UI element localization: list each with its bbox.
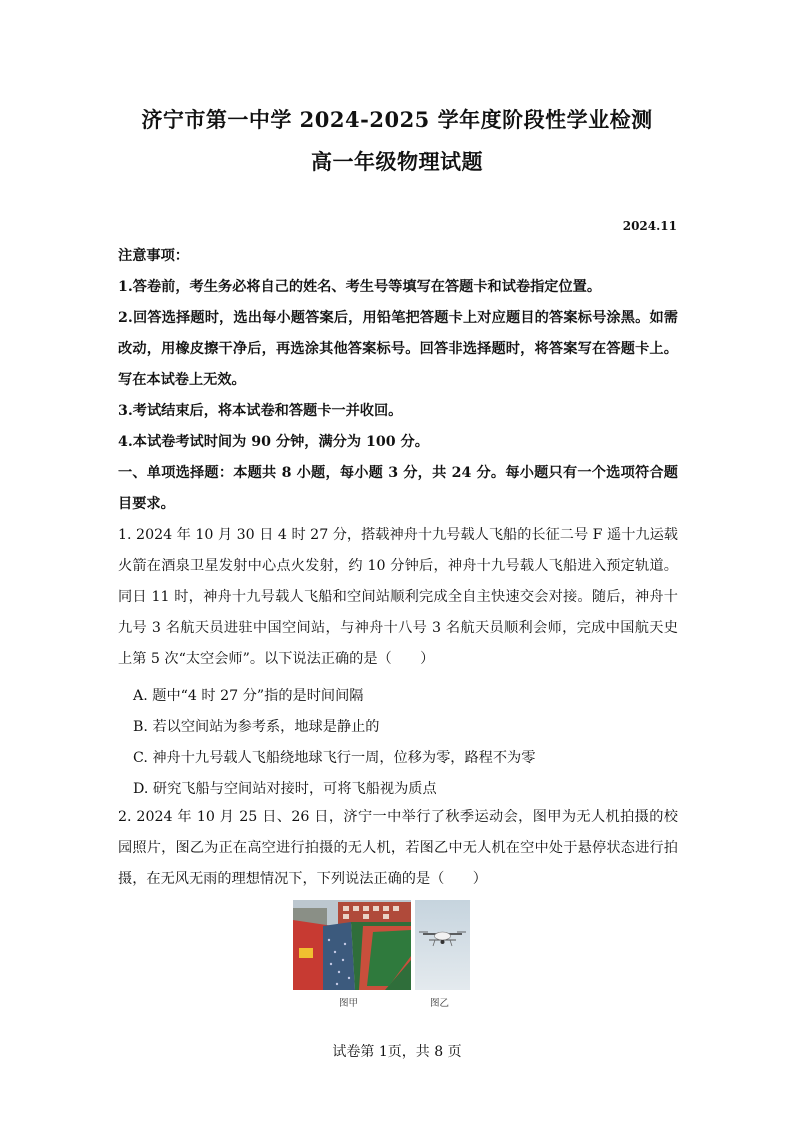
figure-yi-drone-photo [415, 900, 470, 990]
notice-item-2: 2.回答选择题时，选出每小题答案后，用铅笔把答题卡上对应题目的答案标号涂黑。如需改动，用橡皮擦干净后，再选涂其他答案标号。回答非选择题时，将答案写在答题卡上。写在本试卷上无效。 [118, 310, 678, 388]
notice-item-4: 4.本试卷考试时间为 90 分钟，满分为 100 分。 [118, 434, 429, 450]
section-heading: 一、单项选择题：本题共 8 小题，每小题 3 分，共 24 分。每小题只有一个选项符合题目要求。 [118, 465, 678, 512]
question-1-stem: 1. 2024 年 10 月 30 日 4 时 27 分，搭载神舟十九号载人飞船的长征二号 F 遥十九运载火箭在酒泉卫星发射中心点火发射，约 10 分钟后，神舟十九号载人飞船进入预定轨道。同日 11 时，神舟十九号载人飞船和空间站顺利完成全自主快速交会对接。随后，神舟十九号 3 名航天员进驻中国空间站，与神舟十八号 3 名航天员顺利会师，完成中国航天史上第 5 次“太空会师”。以下说法正确的是（ ） [118, 527, 678, 667]
figure-jia-caption: 图甲 [339, 998, 359, 1009]
notice-item-1: 1.答卷前，考生务必将自己的姓名、考生号等填写在答题卡和试卷指定位置。 [118, 279, 602, 295]
notice-heading: 注意事项： [118, 248, 189, 264]
figure-yi-caption: 图乙 [430, 998, 450, 1009]
notice-item-3: 3.考试结束后，将本试卷和答题卡一并收回。 [118, 403, 403, 419]
question-2-stem: 2. 2024 年 10 月 25 日、26 日，济宁一中举行了秋季运动会，图甲为无人机拍摄的校园照片，图乙为正在高空进行拍摄的无人机，若图乙中无人机在空中处于悬停状态进行拍摄，在无风无雨的理想情况下，下列说法正确的是（ ） [118, 809, 678, 887]
figure-jia-campus-photo [293, 900, 411, 990]
exam-title-line2: 高一年级物理试题 [311, 149, 483, 174]
exam-title-line1: 济宁市第一中学 2024-2025 学年度阶段性学业检测 [141, 107, 653, 132]
question-1-option-b: B. 若以空间站为参考系，地球是静止的 [133, 719, 380, 735]
question-1-option-d: D. 研究飞船与空间站对接时，可将飞船视为质点 [133, 781, 437, 797]
exam-date: 2024.11 [622, 219, 677, 233]
question-1-option-a: A. 题中“4 时 27 分”指的是时间间隔 [133, 688, 364, 704]
question-1-option-c: C. 神舟十九号载人飞船绕地球飞行一周，位移为零，路程不为零 [133, 750, 536, 766]
page-footer: 试卷第 1页，共 8 页 [332, 1044, 462, 1060]
